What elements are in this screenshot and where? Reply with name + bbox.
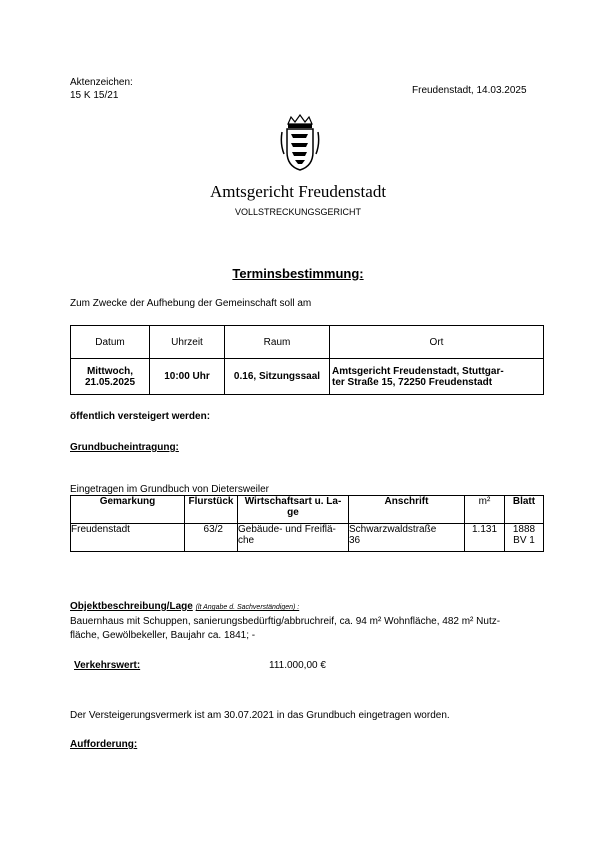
termin-table — [70, 325, 544, 395]
header-wirtschaftsart — [238, 496, 349, 524]
cell-uhrzeit: 10:00 Uhr — [150, 359, 225, 395]
termin-data-row — [71, 359, 544, 395]
verkehrswert-value: 111.000,00 € — [269, 660, 326, 671]
page-title: Terminsbestimmung: — [232, 266, 364, 281]
anschrift-line2: 36 — [349, 535, 361, 546]
cell-ort — [330, 359, 544, 395]
aktenzeichen-label: Aktenzeichen: — [70, 77, 133, 88]
cell-blatt — [505, 524, 544, 552]
header-blatt: Blatt — [505, 496, 544, 524]
cell-datum — [71, 359, 150, 395]
header-datum: Datum — [71, 326, 150, 359]
header-uhrzeit: Uhrzeit — [150, 326, 225, 359]
cell-flurstueck: 63/2 — [185, 524, 238, 552]
versteigert-text: öffentlich versteigert werden: — [70, 411, 211, 422]
objekt-heading-line — [70, 600, 299, 614]
header-gemarkung: Gemarkung — [71, 496, 185, 524]
termin-header-row — [71, 326, 544, 359]
vermerk-text: Der Versteigerungsvermerk ist am 30.07.2021 in das Grundbuch eingetragen worden. — [70, 710, 450, 721]
cell-gemarkung: Freudenstadt — [71, 524, 185, 552]
wirtschaftsart-line1: Wirtschaftsart u. La- — [244, 496, 342, 507]
anschrift-line1: Schwarzwaldstraße — [349, 524, 437, 535]
grundbuch-intro: Eingetragen im Grundbuch von Dietersweiler — [70, 484, 269, 495]
intro-text: Zum Zwecke der Aufhebung der Gemeinschaft soll am — [70, 298, 312, 309]
cell-anschrift — [349, 524, 465, 552]
aktenzeichen-block — [70, 76, 133, 102]
aufforderung-heading: Aufforderung: — [70, 739, 138, 750]
grundbuch-table — [70, 495, 544, 552]
grundbuch-data-row — [71, 524, 544, 552]
objekt-heading: Objektbeschreibung/Lage — [70, 601, 193, 612]
header-qm: m² — [465, 496, 505, 524]
objekt-line2: fläche, Gewölbekeller, Baujahr ca. 1841; - — [70, 630, 256, 641]
objekt-note: (lt Angabe d. Sachverständigen) : — [195, 604, 300, 611]
ort-line1: Amtsgericht Freudenstadt, Stuttgar- — [332, 365, 504, 377]
cell-raum: 0.16, Sitzungssaal — [225, 359, 330, 395]
grundbuch-header-row — [71, 496, 544, 524]
header-raum: Raum — [225, 326, 330, 359]
blatt-line2: BV 1 — [513, 535, 535, 546]
verkehrswert-label: Verkehrswert: — [74, 660, 141, 671]
cell-qm: 1.131 — [465, 524, 505, 552]
objekt-description — [70, 615, 550, 643]
coat-of-arms-icon — [280, 114, 320, 172]
court-department: VOLLSTRECKUNGSGERICHT — [234, 207, 362, 217]
datum-line1: Mittwoch, — [86, 365, 134, 377]
ort-line2: ter Straße 15, 72250 Freudenstadt — [332, 376, 493, 388]
cell-wirtschaftsart — [238, 524, 349, 552]
grundbuch-heading: Grundbucheintragung: — [70, 442, 179, 453]
header-ort: Ort — [330, 326, 544, 359]
wirtschaft-line1: Gebäude- und Freiflä- — [238, 524, 336, 535]
wirtschaftsart-line2: ge — [287, 507, 299, 518]
objekt-line1: Bauernhaus mit Schuppen, sanierungsbedürftig/abbruchreif, ca. 94 m² Wohnfläche, 482 m² Nutz- — [70, 616, 501, 627]
aktenzeichen-value: 15 K 15/21 — [70, 90, 119, 101]
blatt-line1: 1888 — [512, 524, 536, 535]
wirtschaft-line2: che — [238, 535, 255, 546]
datum-line2: 21.05.2025 — [84, 376, 136, 388]
court-name: Amtsgericht Freudenstadt — [209, 182, 387, 201]
place-date: Freudenstadt, 14.03.2025 — [412, 85, 527, 96]
header-anschrift: Anschrift — [349, 496, 465, 524]
header-flurstueck: Flurstück — [185, 496, 238, 524]
